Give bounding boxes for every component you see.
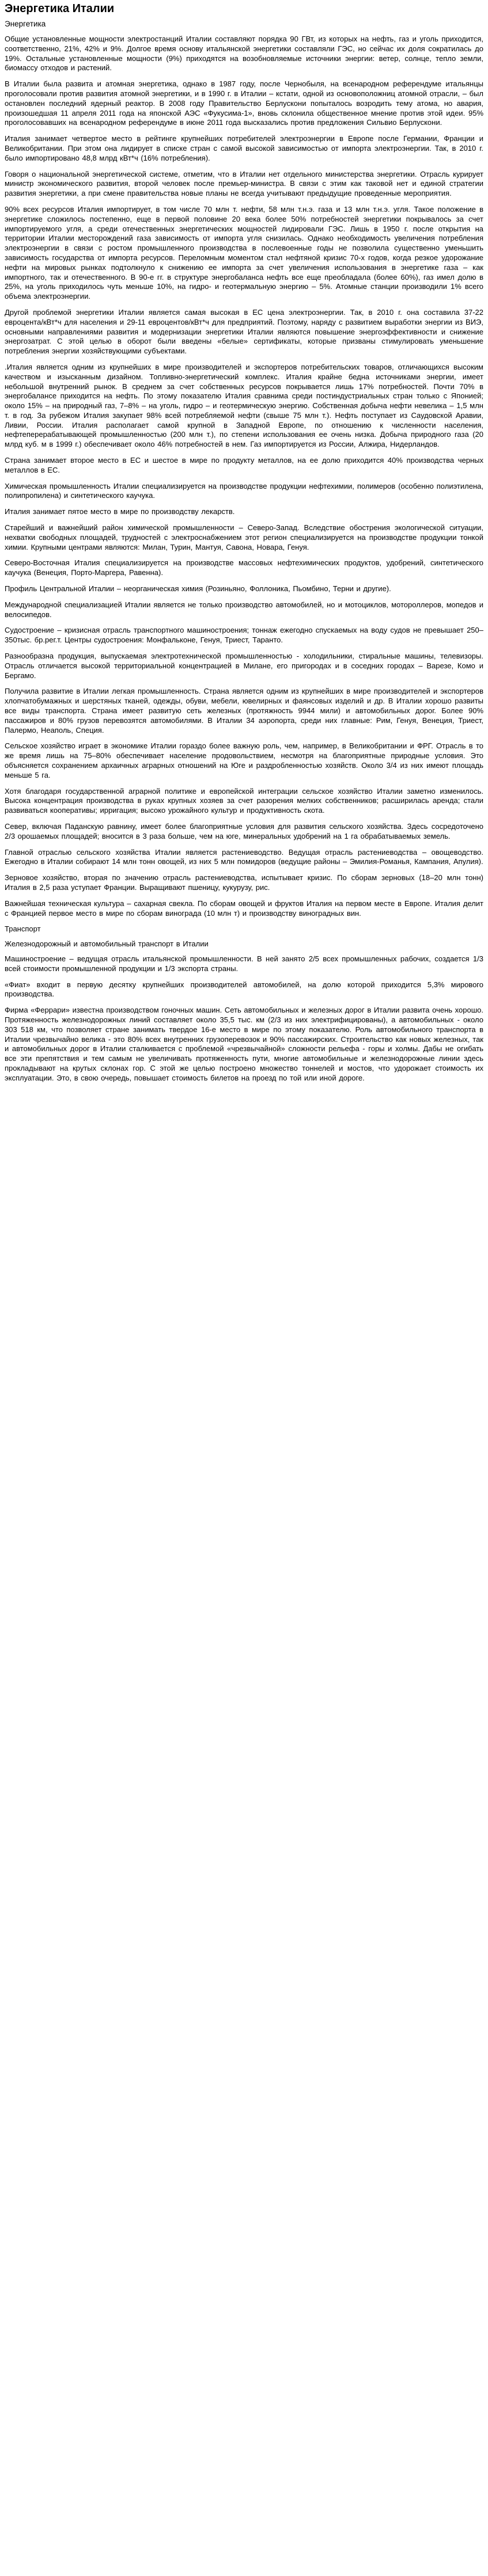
document-page — [0, 0, 488, 1093]
paragraph: Химическая промышленность Италии специализируется на производстве продукции нефтехимии, полимеров (особенно полиэтилена, полипропилена) и синтетического каучука. — [5, 481, 483, 500]
paragraph: Главной отраслью сельского хозяйства Италии является растениеводство. Ведущая отрасль растениеводства – овощеводство. Ежегодно в Италии собирают 14 млн тонн овощей, из них 5 млн помидоров (ведущие районы – Эмилия-Романья, Кампания, Апулия). — [5, 847, 483, 866]
paragraph: Говоря о национальной энергетической системе, отметим, что в Италии нет отдельного министерства энергетики. Отрасль курирует министр экономического развития, второй человек после премьер-министра. В связи с этим как таковой нет и единой стратегии развития энергетики, а при смене правительства новые планы не всегда учитывают предыдущие проведенные мероприятия. — [5, 169, 483, 198]
paragraph: .Италия является одним из крупнейших в мире производителей и экспортеров потребительских товаров, отличающихся высоким качеством и изысканным дизайном. Топливно-энергетический комплекс. Италия крайне бедна источниками энергии, имеет небольшой внутренний рынок. В среднем за счет собственных ресурсов покрывается лишь 17% потребностей. Почти 70% в энергобалансе приходится на нефть. По этому показателю Италия сравнима среди постиндустриальных стран только с Японией; около 15% – на природный газ, 7–8% – на уголь, гидро – и геотермическую энергию. Собственная добыча нефти невелика – 1,5 млн т. в год. За рубежом Италия закупает 98% всей потребляемой нефти (свыше 75 млн т.). Нефть поступает из Саудовской Аравии, Ливии, России. Италия располагает самой крупной в Западной Европе, по отношению к численности населения, нефтеперерабатывающей промышленностью (200 млн т.), по степени использования ее очень низка. Добыча природного газа (20 млрд куб. м в 1999 г.) обеспечивает около 46% потребностей в нем. Газ импортируется из России, Алжира, Нидерландов. — [5, 362, 483, 449]
page-title: Энергетика Италии — [5, 2, 115, 15]
article-body — [5, 35, 483, 1083]
paragraph: Международной специализацией Италии является не только производство автомобилей, но и мотоциклов, мотороллеров, мопедов и велосипедов. — [5, 600, 483, 619]
paragraph: Машиностроение – ведущая отрасль итальянской промышленности. В ней занято 2/5 всех промышленных рабочих, создается 1/3 всей стоимости промышленной продукции и 1/3 экспорта страны. — [5, 954, 483, 973]
paragraph: Страна занимает второе место в ЕС и шестое в мире по продукту металлов, на ее долю приходится 40% производства черных металлов в ЕС. — [5, 456, 483, 474]
paragraph: В Италии была развита и атомная энергетика, однако в 1987 году, после Чернобыля, на всенародном референдуме итальянцы проголосовали против развития атомной энергетики, и в 1990 г. в Италии – кстати, одной из основоположниц атомной отрасли, – был остановлен последний ядерный реактор. В 2008 году Правительство Берлускони попыталось возродить тему атома, но авария, произошедшая 11 апреля 2011 года на японской АЭС «Фукусима-1», вновь склонила общественное мнение против этой идеи. 95% проголосовавших на всенародном референдуме в июне 2011 года высказались против предложения Сильвио Берлускони. — [5, 79, 483, 127]
paragraph: Профиль Центральной Италии – неорганическая химия (Розиньяно, Фоллоника, Пьомбино, Терни и другие). — [5, 584, 391, 593]
paragraph: Важнейшая техническая культура – сахарная свекла. По сборам овощей и фруктов Италия на первом месте в Европе. Италия делит с Францией первое место в мире по сборам винограда (10 млн т) и производству виноградных вин. — [5, 899, 483, 918]
paragraph: Север, включая Паданскую равнину, имеет более благоприятные условия для развития сельского хозяйства. Здесь сосредоточено 2/3 орошаемых площадей; вносится в 3 раза больше, чем на юге, минеральных удобрений на 1 га обрабатываемых земель. — [5, 821, 483, 840]
paragraph: Получила развитие в Италии легкая промышленность. Страна является одним из крупнейших в мире производителей и экспортеров хлопчатобумажных и шерстяных тканей, одежды, обуви, мебели, ювелирных и фаянсовых изделий и др. В Италии хорошо развиты все виды транспорта. Страна имеет развитую сеть железных (протяжность 9944 мили) и автомобильных дорог. Более 90% пассажиров и 80% грузов перевозятся автомобилями. В Италии 34 аэропорта, среди них главные: Рим, Генуя, Венеция, Триест, Палермо, Неаполь, Специя. — [5, 687, 483, 735]
paragraph: Италия занимает четвертое место в рейтинге крупнейших потребителей электроэнергии в Европе после Германии, Франции и Великобритании. При этом она лидирует в списке стран с самой высокой зависимостью от импорта электроэнергии. Так, в 2010 г. было импортировано 48,8 млрд кВт*ч (16% потребления). — [5, 134, 483, 162]
paragraph: Фирма «Феррари» известна производством гоночных машин. Сеть автомобильных и железных дорог в Италии развита очень хорошо. Протяженность железнодорожных линий составляет около 35,5 тыс. км (2/3 из них электрифицированы), а автомобильных - около 303 518 км, что позволяет стране занимать твердое 16-е место в мире по этому показателю. Роль автомобильного транспорта в Италии чрезвычайно велика - это 80% всех внутренних грузоперевозок и 90% пассажирских. Строительство как новых железных, так и автомобильных дорог в Италии сталкивается с проблемой «чрезвычайной» сложности рельефа - горы и холмы. Дабы не огибать все эти препятствия и тем самым не увеличивать протяженность пути, многие автомобильные и железнодорожные линии здесь прокладывают на крутых склонах гор. С этой же целью построено множество тоннелей и мостов, что удорожает стоимость их эксплуатации. Это, в свою очередь, повышает стоимость билетов на проезд по той или иной дороге. — [5, 1006, 483, 1082]
paragraph: Сельское хозяйство играет в экономике Италии гораздо более важную роль, чем, например, в Великобритании и ФРГ. Отрасль в то же время лишь на 75–80% обеспечивает население продовольствием, несмотря на благоприятные природные условия. Это объясняется сохранением архаичных аграрных отношений на Юге и раздробленностью хозяйств. Около 3/4 из них имеют площадь меньше 5 га. — [5, 741, 483, 779]
paragraph: Италия занимает пятое место в мире по производству лекарств. — [5, 507, 235, 516]
section-subheading-rail-road: Железнодорожный и автомобильный транспорт в Италии — [5, 939, 209, 949]
paragraph: Зерновое хозяйство, вторая по значению отрасль растениеводства, испытывает кризис. По сборам зерновых (18–20 млн тонн) Италия в 2,5 раза уступает Франции. Выращивают пшеницу, кукурузу, рис. — [5, 873, 483, 892]
paragraph: Хотя благодаря государственной аграрной политике и европейской интеграции сельское хозяйство Италии заметно изменилось. Высока концентрация производства в руках крупных хозяев за счет разорения мелких собственников; расширилась аренда; стали развиваться кооперативы; ирригация; высоко урожайного культур и продуктивность скота. — [5, 786, 483, 815]
paragraph: Северо-Восточная Италия специализируется на производстве массовых нефтехимических продуктов, удобрений, синтетического каучука (Венеция, Порто-Маргера, Равенна). — [5, 558, 483, 577]
paragraph: Другой проблемой энергетики Италии является самая высокая в ЕС цена электроэнергии. Так, в 2010 г. она составила 37-22 евроцента/кВт*ч для населения и 29-11 евроцентов/кВт*ч для предприятий. Поэтому, наряду с развитием выработки энергии из ВИЭ, основными направлениями развития и модернизации энергетики Италии являются повышение энергоэффективности и снижение энергозатрат. С этой целью в оборот были введены «белые» сертификаты, которые призваны стимулировать уменьшение потребления энергии хозяйствующими субъектами. — [5, 307, 483, 356]
paragraph: Судостроение – кризисная отрасль транспортного машиностроения; тоннаж ежегодно спускаемых на воду судов не превышает 250–350тыс. бр.рег.т. Центры судостроения: Монфальконе, Генуя, Триест, Таранто. — [5, 626, 483, 645]
section-heading-transport: Транспорт — [5, 924, 41, 934]
paragraph: Старейший и важнейший район химической промышленности – Северо-Запад. Вследствие обострения экологической ситуации, нехватки свободных площадей, трудностей с электроснабжением этот регион специализируется на производстве продукции тонкой химии. Крупными центрами являются: Милан, Турин, Мантуя, Савона, Новара, Генуя. — [5, 523, 483, 551]
paragraph: «Фиат» входит в первую десятку крупнейших производителей автомобилей, на долю которой приходится 5,3% мирового производства. — [5, 980, 483, 999]
paragraph: Общие установленные мощности электростанций Италии составляют порядка 90 ГВт, из которых на нефть, газ и уголь приходится, соответственно, 21%, 42% и 9%. Долгое время основу итальянской энергетики составляли ГЭС, но сейчас их доля сократилась до 19%. Остальные установленные мощности (9%) приходятся на возобновляемые источники энергии: ветер, солнце, тепло земли, биомассу отходов и растений. — [5, 35, 483, 73]
paragraph: 90% всех ресурсов Италия импортирует, в том числе 70 млн т. нефти, 58 млн т.н.э. газа и 13 млн т.н.э. угля. Такое положение в энергетике сложилось постепенно, еще в первой половине 20 века более 50% потребностей энергетики покрывалось за счет импортируемого угля, а среди отечественных энергетических мощностей лидировали ГЭС. Лишь в 1950 г. после открытия на территории Италии месторождений газа зависимость от импорта угля снизилась. Однако необходимость увеличения потребления электроэнергии в связи с ростом промышленного производства в послевоенные годы не позволила существенно уменьшить зависимость государства от импорта ресурсов. Переломным моментом стал нефтяной кризис 70-х годов, когда резкое удорожание нефти на мировых рынках подтолкнуло к снижению ее импорта за счет увеличения использования в энергетике газа – как импортного, так и отечественного. В 90-е гг. в структуре энергобаланса нефть все еще преобладала (более 60%), газ имел долю в 25%, на уголь приходилось чуть меньше 10%, на гидро- и геотермальную энергию – 5%. Атомные станции производили 1% всего объема электроэнергии. — [5, 204, 483, 301]
section-subtitle: Энергетика — [5, 20, 46, 28]
paragraph: Разнообразна продукция, выпускаемая электротехнической промышленностью - холодильники, стиральные машины, телевизоры. Отрасль отличается высокой территориальной концентрацией в Милане, его пригородах и в соседних городах – Варезе, Комо и Бергамо. — [5, 652, 483, 680]
